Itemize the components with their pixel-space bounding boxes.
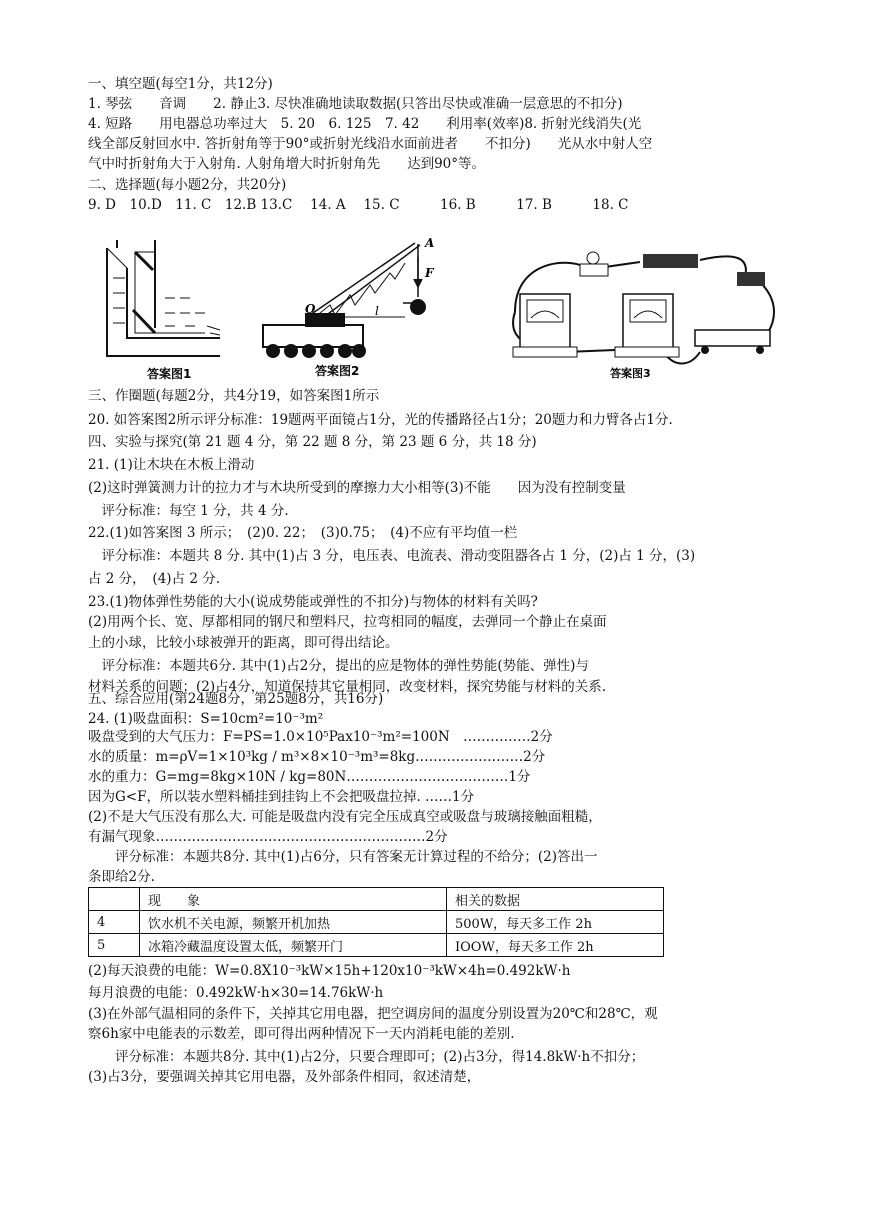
section-title-experiment: 四、实验与探究(第 21 题 4 分，第 22 题 8 分，第 23 题 6 分，共 18 分) — [88, 434, 537, 450]
phenomena-table — [88, 887, 664, 957]
table-cell: 4 — [89, 911, 140, 934]
label-F: F — [425, 266, 434, 280]
answer-line: 21. (1)让木块在木板上滑动 — [88, 457, 255, 473]
table-cell: 现 象 — [140, 888, 447, 911]
answer-line: 有漏气现象……………………………………………………2分 — [88, 829, 448, 845]
scoring-line: 材料关系的问题；(2)占4分，知道保持其它量相同，改变材料，探究势能与材料的关系. — [88, 679, 607, 695]
choice-answers: 9. D 10.D 11. C 12.B 13.C 14. A 15. C 16. B 17. B 18. C — [88, 197, 629, 213]
table-header-row — [89, 888, 664, 911]
table-cell: 冰箱冷藏温度设置太低，频繁开门 — [140, 934, 447, 957]
answer-line: 水的重力：G=mg=8kg×10N / kg=80N………………………………1分 — [88, 769, 531, 785]
answer-line: 因为G<F，所以装水塑料桶挂到挂钩上不会把吸盘拉掉. ……1分 — [88, 789, 475, 805]
section-title-choice: 二、选择题(每小题2分，共20分) — [88, 177, 287, 193]
figure-3-caption: 答案图3 — [610, 367, 651, 380]
table-row — [89, 934, 664, 957]
table-cell: IOOW，每天多工作 2h — [447, 934, 664, 957]
figure-3 — [505, 242, 785, 387]
answer-line: (2)不是大气压没有那么大. 可能是吸盘内没有完全压成真空或吸盘与玻璃接触面粗糙， — [88, 809, 602, 825]
answer-line: 4. 短路 用电器总功率过大 5. 20 6. 125 7. 42 利用率(效率)8. 折射光线消失(光 — [88, 116, 642, 132]
answer-line: 1. 琴弦 音调 2. 静止3. 尽快准确地读取数据(只答出尽快或准确一层意思的不扣分) — [88, 96, 623, 112]
answer-line: 每月浪费的电能：0.492kW·h×30=14.76kW·h — [88, 985, 384, 1001]
table-cell — [89, 888, 140, 911]
answer-line: 22.(1)如答案图 3 所示； (2)0. 22； (3)0.75； (4)不应有平均值一栏 — [88, 525, 518, 541]
label-O: O — [305, 302, 316, 316]
label-l: l — [375, 304, 379, 318]
section-title-drawing: 三、作圈题(每题2分，共4分19，如答案图1所示 — [88, 388, 380, 404]
scoring-line: 评分标准：本题共8分. 其中(1)占6分，只有答案无计算过程的不给分；(2)答出一 — [88, 849, 598, 865]
scoring-line: 条即给2分. — [88, 869, 155, 885]
label-A: A — [425, 236, 435, 250]
figure-1 — [95, 238, 245, 383]
table-cell: 饮水机不关电源，频繁开机加热 — [140, 911, 447, 934]
answer-line: 吸盘受到的大气压力：F=PS=1.0×10⁵Pax10⁻³m²=100N ……………2分 — [88, 729, 553, 745]
answer-line: (2)用两个长、宽、厚都相同的钢尺和塑料尺，拉弯相同的幅度，去弹同一个静止在桌面 — [88, 614, 607, 630]
answer-line: 20. 如答案图2所示评分标准：19题两平面镜占1分，光的传播路径占1分；20题力和力臂各占1分. — [88, 412, 673, 428]
answer-line: 气中时折射角大于入射角. 人射角增大时折射角先 达到90°等。 — [88, 156, 486, 172]
answer-line: 察6h家中电能表的示数差，即可得出两种情况下一天内消耗电能的差别. — [88, 1026, 515, 1042]
figure-2-caption: 答案图2 — [315, 364, 360, 378]
scoring-line: 评分标准：本题共 8 分. 其中(1)占 3 分，电压表、电流表、滑动变阻器各占 1 分，(2)占 1 分，(3) — [88, 548, 696, 564]
answer-line: 线全部反射回水中. 答折射角等于90°或折射光线沿水面前进者 不扣分) 光从水中射人空 — [88, 136, 653, 152]
section-title-fill: 一、填空题(每空1分，共12分) — [88, 76, 273, 92]
answer-line: 24. (1)吸盘面积：S=10cm²=10⁻³m² — [88, 711, 324, 727]
section-title-application: 五、综合应用(第24题8分，第25题8分，共16分) — [88, 691, 384, 707]
table-row — [89, 911, 664, 934]
answer-line: 上的小球，比较小球被弹开的距离，即可得出结论。 — [88, 635, 399, 651]
answer-line: 水的质量：m=ρV=1×10³kg / m³×8×10⁻³m³=8kg……………………2分 — [88, 749, 546, 765]
table-cell: 相关的数据 — [447, 888, 664, 911]
answer-line: 23.(1)物体弹性势能的大小(说成势能或弹性的不扣分)与物体的材料有关吗? — [88, 594, 538, 610]
answer-line: (2)这时弹簧测力计的拉力才与木块所受到的摩擦力大小相等(3)不能 因为没有控制变量 — [88, 480, 626, 496]
scoring-line: 评分标准：本题共8分. 其中(1)占2分，只要合理即可；(2)占3分，得14.8kW·h不扣分； — [88, 1049, 645, 1065]
table-cell: 5 — [89, 934, 140, 957]
table-cell: 500W，每天多工作 2h — [447, 911, 664, 934]
answer-line: (2)每天浪费的电能：W=0.8X10⁻³kW×15h+120x10⁻³kW×4h=0.492kW·h — [88, 963, 571, 979]
scoring-line: 评分标准：每空 1 分，共 4 分. — [88, 503, 289, 519]
answer-line: (3)在外部气温相同的条件下，关掉其它用电器，把空调房间的温度分别设置为20℃和28℃，观 — [88, 1006, 658, 1022]
scoring-line: 占 2 分， (4)占 2 分. — [88, 571, 221, 587]
figure-2 — [255, 235, 455, 385]
scoring-line: (3)占3分，要强调关掉其它用电器，及外部条件相同，叙述清楚， — [88, 1069, 481, 1085]
scoring-line: 评分标准：本题共6分. 其中(1)占2分，提出的应是物体的弹性势能(势能、弹性)与 — [88, 658, 589, 674]
figure-1-caption: 答案图1 — [147, 367, 192, 381]
